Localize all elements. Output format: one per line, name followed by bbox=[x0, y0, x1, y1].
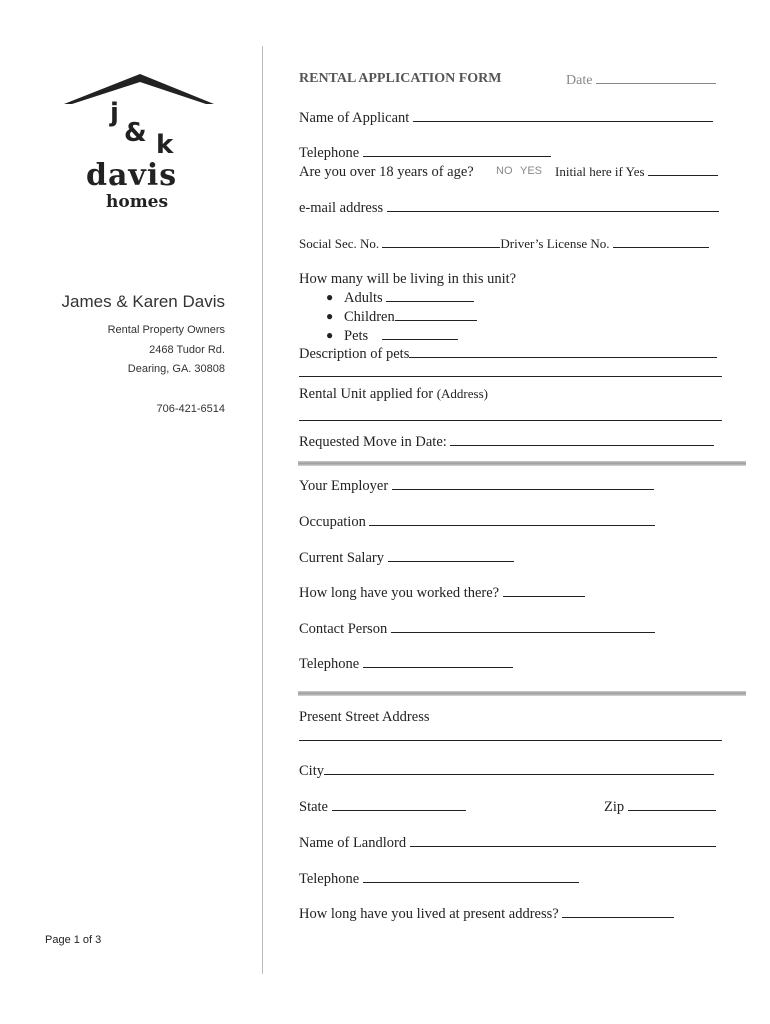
age-yes-option[interactable]: YES bbox=[520, 165, 543, 177]
initial-line[interactable] bbox=[648, 163, 718, 176]
ssn-field[interactable] bbox=[299, 235, 709, 253]
contact-person-field[interactable] bbox=[299, 620, 655, 638]
initial-field[interactable] bbox=[555, 163, 718, 181]
adults-field[interactable] bbox=[344, 289, 474, 307]
logo-homes: homes bbox=[106, 192, 169, 212]
employer-telephone-line[interactable] bbox=[363, 655, 513, 668]
state-line[interactable] bbox=[332, 798, 466, 811]
occupation-line[interactable] bbox=[369, 513, 655, 526]
license-line[interactable] bbox=[613, 235, 709, 248]
children-label: Children bbox=[344, 309, 395, 325]
rental-unit-line[interactable] bbox=[299, 420, 722, 421]
city-line[interactable] bbox=[324, 762, 714, 775]
ssn-line[interactable] bbox=[382, 235, 500, 248]
owner-name: James & Karen Davis bbox=[61, 292, 225, 311]
zip-label: Zip bbox=[604, 799, 625, 815]
pets-line[interactable] bbox=[382, 327, 458, 340]
pets-description-line-2[interactable] bbox=[299, 376, 722, 377]
applicant-name-label: Name of Applicant bbox=[299, 110, 410, 126]
section-separator bbox=[298, 461, 746, 466]
pets-description-label: Description of pets bbox=[299, 346, 410, 362]
rental-unit-hint: (Address) bbox=[436, 386, 488, 401]
children-field[interactable] bbox=[344, 308, 477, 326]
occupation-field[interactable] bbox=[299, 513, 655, 531]
age-question-row bbox=[299, 163, 474, 181]
zip-field[interactable] bbox=[604, 798, 716, 816]
pets-description-line[interactable] bbox=[409, 345, 717, 358]
move-in-date-field[interactable] bbox=[299, 433, 714, 451]
landlord-telephone-line[interactable] bbox=[363, 870, 579, 883]
salary-line[interactable] bbox=[388, 549, 514, 562]
landlord-telephone-field[interactable] bbox=[299, 870, 579, 888]
present-address-line[interactable] bbox=[299, 740, 722, 741]
worked-duration-line[interactable] bbox=[503, 584, 585, 597]
worked-duration-field[interactable] bbox=[299, 584, 585, 602]
date-field[interactable] bbox=[566, 71, 716, 89]
employer-line[interactable] bbox=[392, 477, 654, 490]
worked-duration-label: How long have you worked there? bbox=[299, 585, 500, 601]
state-field[interactable] bbox=[299, 798, 466, 816]
logo-ampersand: & bbox=[124, 118, 147, 148]
residence-duration-field[interactable] bbox=[299, 905, 674, 923]
column-divider bbox=[262, 46, 263, 974]
occupants-question: How many will be living in this unit? bbox=[299, 271, 517, 287]
telephone-label: Telephone bbox=[299, 145, 360, 161]
pets-description-field[interactable] bbox=[299, 345, 717, 363]
owner-phone: 706-421-6514 bbox=[156, 402, 225, 415]
email-line[interactable] bbox=[387, 199, 719, 212]
license-label: Driver’s License No. bbox=[500, 236, 610, 251]
move-in-date-line[interactable] bbox=[450, 433, 714, 446]
city-label: City bbox=[299, 763, 324, 779]
logo-j: j bbox=[110, 98, 119, 128]
adults-line[interactable] bbox=[386, 289, 474, 302]
initial-label: Initial here if Yes bbox=[555, 164, 645, 179]
present-address-label: Present Street Address bbox=[299, 709, 430, 725]
applicant-name-field[interactable] bbox=[299, 109, 713, 127]
city-field[interactable] bbox=[299, 762, 714, 780]
owner-role: Rental Property Owners bbox=[107, 324, 225, 336]
zip-line[interactable] bbox=[628, 798, 716, 811]
landlord-name-label: Name of Landlord bbox=[299, 835, 407, 851]
employer-label: Your Employer bbox=[299, 478, 389, 494]
contact-person-label: Contact Person bbox=[299, 621, 388, 637]
page-footer: Page 1 of 3 bbox=[45, 934, 102, 946]
children-bullet: ● bbox=[326, 309, 334, 323]
employer-telephone-label: Telephone bbox=[299, 656, 360, 672]
ssn-label: Social Sec. No. bbox=[299, 236, 380, 251]
form-title: RENTAL APPLICATION FORM bbox=[299, 71, 502, 86]
state-label: State bbox=[299, 799, 328, 815]
email-field[interactable] bbox=[299, 199, 719, 217]
pets-bullet: ● bbox=[326, 328, 334, 342]
residence-duration-line[interactable] bbox=[562, 905, 674, 918]
owner-city: Dearing, GA. 30808 bbox=[127, 363, 225, 375]
landlord-name-line[interactable] bbox=[410, 834, 716, 847]
landlord-telephone-label: Telephone bbox=[299, 871, 360, 887]
date-label: Date bbox=[566, 73, 593, 88]
owner-info bbox=[20, 292, 225, 419]
salary-field[interactable] bbox=[299, 549, 514, 567]
contact-person-line[interactable] bbox=[391, 620, 655, 633]
residence-duration-label: How long have you lived at present address? bbox=[299, 906, 559, 922]
logo-k: k bbox=[156, 130, 174, 160]
salary-label: Current Salary bbox=[299, 550, 384, 566]
logo-davis: davis bbox=[86, 158, 178, 193]
applicant-name-line[interactable] bbox=[413, 109, 713, 122]
age-no-option[interactable]: NO bbox=[496, 165, 513, 177]
landlord-name-field[interactable] bbox=[299, 834, 716, 852]
company-logo bbox=[60, 72, 218, 217]
telephone-line[interactable] bbox=[363, 144, 551, 157]
children-line[interactable] bbox=[395, 308, 477, 321]
rental-unit-field[interactable] bbox=[299, 385, 488, 403]
roof-icon bbox=[64, 74, 214, 108]
occupation-label: Occupation bbox=[299, 514, 366, 530]
date-input-line[interactable] bbox=[596, 71, 716, 84]
section-separator bbox=[298, 691, 746, 696]
adults-label: Adults bbox=[344, 290, 383, 306]
age-question-label: Are you over 18 years of age? bbox=[299, 164, 474, 180]
email-label: e-mail address bbox=[299, 200, 384, 216]
pets-field[interactable] bbox=[344, 327, 458, 345]
pets-label: Pets bbox=[344, 328, 369, 344]
adults-bullet: ● bbox=[326, 290, 334, 304]
employer-field[interactable] bbox=[299, 477, 654, 495]
rental-unit-label: Rental Unit applied for bbox=[299, 386, 434, 402]
telephone-field[interactable] bbox=[299, 144, 551, 162]
employer-telephone-field[interactable] bbox=[299, 655, 513, 673]
move-in-date-label: Requested Move in Date: bbox=[299, 434, 447, 450]
owner-street: 2468 Tudor Rd. bbox=[149, 343, 225, 356]
